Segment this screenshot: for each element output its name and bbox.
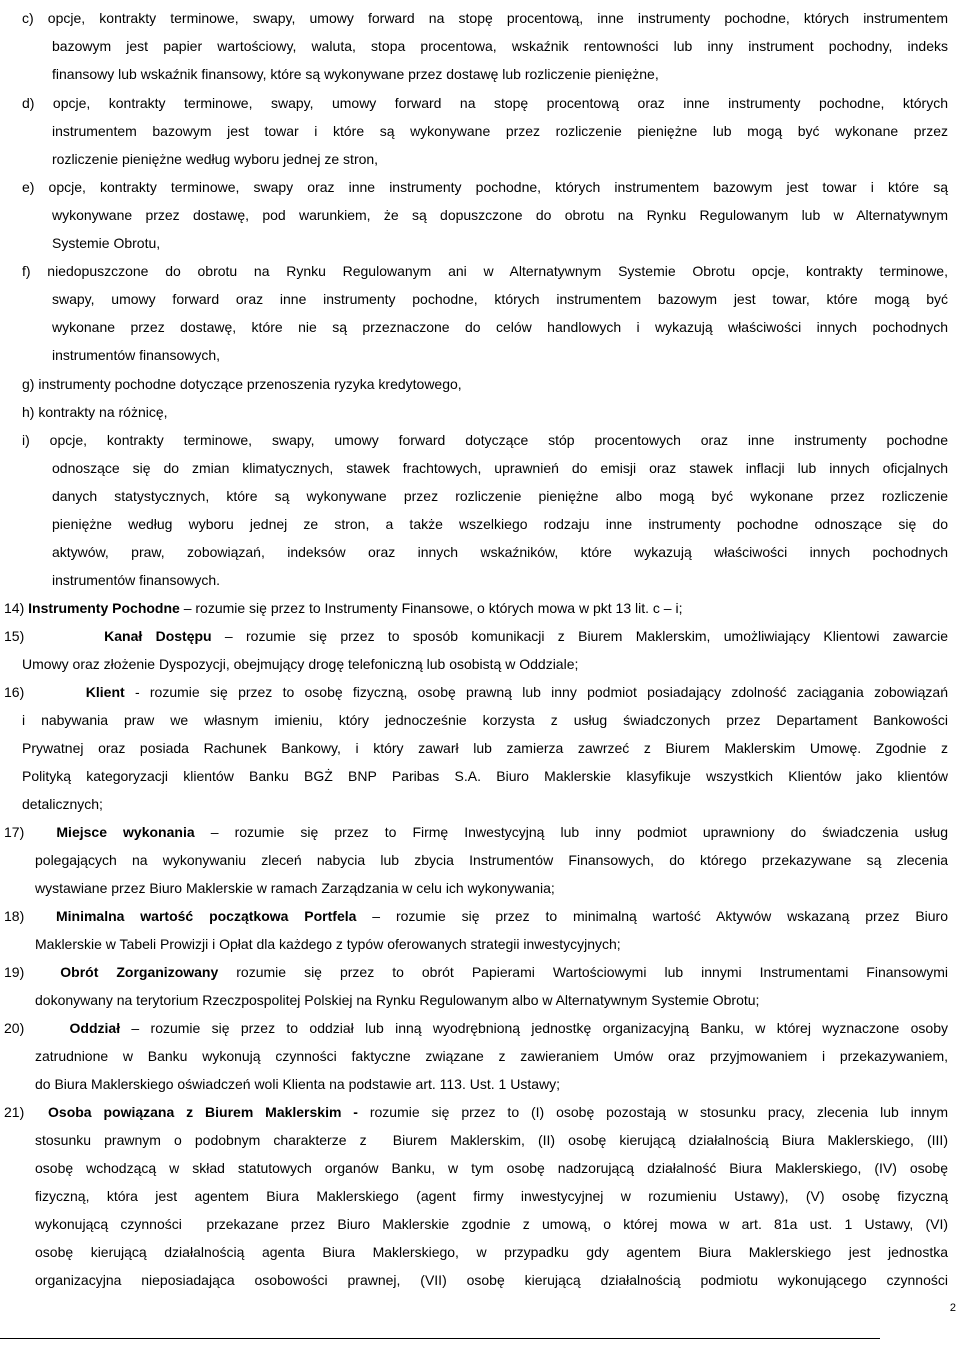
text-line: 14) Instrumenty Pochodne – rozumie się przez to Instrumenty Finansowe, o których mowa w pkt 13 lit. c – i; — [4, 600, 683, 616]
text-line: h) kontrakty na różnicę, — [22, 404, 168, 420]
text-line: wykonane przez dostawę, które nie są przeznaczone do celów handlowych i wykazują właściwości innych pochodnych — [52, 319, 948, 335]
text-line: stosunku prawnym o podobnym charakterze z Biurem Maklerskim, (II) osobę kierującą działalnością Biura Maklerskiego, (III) — [35, 1132, 948, 1148]
text-line: wykonującą czynności przekazane przez Biuro Maklerskie zgodnie z umową, o której mowa w art. 81a ust. 1 Ustawy, (VI) — [35, 1216, 948, 1232]
text-line: osobę wchodzącą w skład statutowych organów Banku, w tym osobę nadzorującą działalność Biura Maklerskiego, (IV) osobę — [35, 1160, 948, 1176]
text-line: f) niedopuszczone do obrotu na Rynku Regulowanym ani w Alternatywnym Systemie Obrotu opcje, kontrakty terminowe, — [22, 263, 948, 279]
text-line: pieniężne według wyboru jednej ze stron, a także wszelkiego rodzaju inne instrumenty pochodne odnoszące się do — [52, 516, 948, 532]
text-line: instrumentów finansowych, — [52, 347, 221, 363]
text-line: danych statystycznych, które są wykonywane przez rozliczenie pieniężne albo mogą być wykonane przez rozliczenie — [52, 488, 948, 504]
text-line: rozliczenie pieniężne według wyboru jednej ze stron, — [52, 151, 379, 167]
text-line: c) opcje, kontrakty terminowe, swapy, umowy forward na stopę procentową, inne instrumenty pochodne, których instrumentem — [22, 10, 948, 26]
text-line: osobę kierującą działalnością agenta Biura Maklerskiego, w przypadku gdy agentem Biura Maklerskiego jest jednostka — [35, 1244, 948, 1260]
text-line: Systemie Obrotu, — [52, 235, 161, 251]
text-line: finansowy lub wskaźnik finansowy, które są wykonywane przez dostawę lub rozliczenie pieniężne, — [52, 66, 659, 82]
text-line: do Biura Maklerskiego oświadczeń woli Klienta na podstawie art. 113. Ust. 1 Ustawy; — [35, 1076, 560, 1092]
text-line: Polityką kategoryzacji klientów Banku BGŻ BNP Paribas S.A. Biuro Maklerskie klasyfikuje wszystkich Klientów jako klientów — [22, 768, 948, 784]
text-line: aktywów, praw, zobowiązań, indeksów oraz innych wskaźników, które wykazują właściwości innych pochodnych — [52, 544, 948, 560]
text-line: dokonywany na terytorium Rzeczpospolitej Polskiej na Rynku Regulowanym albo w Alternatywnym Systemie Obrotu; — [35, 992, 760, 1008]
text-line: 19) Obrót Zorganizowany rozumie się przez to obrót Papierami Wartościowymi lub innymi Instrumentami Finansowymi — [4, 964, 948, 980]
text-line: instrumentów finansowych. — [52, 572, 221, 588]
footer-rule-short — [760, 1338, 880, 1339]
text-line: detalicznych; — [22, 796, 103, 812]
footer-rule — [0, 1338, 760, 1339]
text-line: 20) Oddział – rozumie się przez to oddział lub inną wyodrębnioną jednostkę organizacyjną Banku, w której wyznaczone osoby — [4, 1020, 948, 1036]
text-line: zatrudnione w Banku wykonują czynności faktyczne związane z zawieraniem Umów oraz przyjmowaniem i przekazywaniem, — [35, 1048, 948, 1064]
text-line: Umowy oraz złożenie Dyspozycji, obejmujący drogę telefoniczną lub osobistą w Oddziale; — [22, 656, 579, 672]
text-line: instrumentem bazowym jest towar i które są wykonywane przez rozliczenie pieniężne lub mogą być wykonane przez — [52, 123, 948, 139]
text-line: 16) Klient - rozumie się przez to osobę fizyczną, osobę prawną lub inny podmiot posiadający zdolność zaciągania zobowiązań — [4, 684, 948, 700]
text-line: bazowym jest papier wartościowy, waluta, stopa procentowa, wskaźnik rentowności lub inny instrument pochodny, indeks — [52, 38, 948, 54]
text-line: i) opcje, kontrakty terminowe, swapy, umowy forward dotyczące stóp procentowych oraz inne instrumenty pochodne — [22, 432, 948, 448]
text-line: 17) Miejsce wykonania – rozumie się przez to Firmę Inwestycyjną lub inny podmiot uprawniony do świadczenia usług — [4, 824, 949, 840]
text-line: polegających na wykonywaniu zleceń nabycia lub zbycia Instrumentów Finansowych, do którego przekazywane są zlecenia — [35, 852, 948, 868]
text-line: i nabywania praw we własnym imieniu, który jednocześnie korzysta z usług świadczonych przez Departament Bankowości — [22, 712, 948, 728]
text-line: d) opcje, kontrakty terminowe, swapy, umowy forward na stopę procentową oraz inne instrumenty pochodne, których — [22, 95, 948, 111]
text-line: 21) Osoba powiązana z Biurem Maklerskim - rozumie się przez to (I) osobę pozostają w stosunku pracy, zlecenia lub innym — [4, 1104, 948, 1120]
text-line: 15) Kanał Dostępu – rozumie się przez to sposób komunikacji z Biurem Maklerskim, umożliwiający Klientowi zawarcie — [4, 628, 949, 644]
text-line: Maklerskie w Tabeli Prowizji i Opłat dla każdego z typów oferowanych strategii inwestycyjnych; — [35, 936, 621, 952]
text-line: fizyczną, która jest agentem Biura Maklerskiego (agent firmy inwestycyjnej w rozumieniu Ustawy), (V) osobę fizyczną — [35, 1188, 948, 1204]
text-line: g) instrumenty pochodne dotyczące przenoszenia ryzyka kredytowego, — [22, 376, 462, 392]
text-line: swapy, umowy forward oraz inne instrumenty pochodne, których instrumentem bazowym jest towar, które mogą być — [52, 291, 948, 307]
page-number: 2 — [949, 1302, 956, 1314]
text-line: 18) Minimalna wartość początkowa Portfela – rozumie się przez to minimalną wartość Aktywów wskazaną przez Biuro — [4, 908, 949, 924]
text-line: odnoszące się do zmian klimatycznych, stawek frachtowych, uprawnień do emisji oraz stawek inflacji lub innych oficjalnych — [52, 460, 948, 476]
text-line: wystawiane przez Biuro Maklerskie w ramach Zarządzania w celu ich wykonywania; — [35, 880, 555, 896]
text-line: organizacyjna nieposiadająca osobowości prawnej, (VII) osobę kierującą działalnością podmiotu wykonującego czynności — [35, 1272, 948, 1288]
text-line: Prywatnej oraz posiada Rachunek Bankowy, i który zawarł lub zamierza zawrzeć z Biurem Maklerskim Umowę. Zgodnie z — [22, 740, 948, 756]
text-line: e) opcje, kontrakty terminowe, swapy oraz inne instrumenty pochodne, których instrumentem bazowym jest towar i które są — [22, 179, 948, 195]
text-line: wykonywane przez dostawę, pod warunkiem, że są dopuszczone do obrotu na Rynku Regulowanym lub w Alternatywnym — [52, 207, 948, 223]
